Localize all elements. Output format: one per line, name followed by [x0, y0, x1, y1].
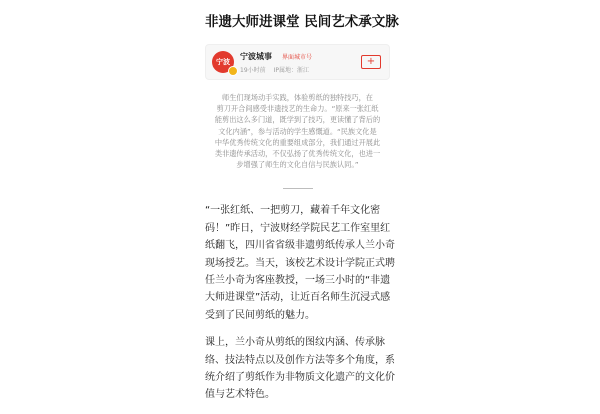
verified-badge-icon — [228, 66, 238, 76]
section-divider — [283, 188, 313, 189]
body-line: 大师进课堂”活动，让近百名师生沉浸式感 — [205, 292, 391, 304]
body-line: 课上，兰小奇从剪纸的图纹内涵、传承脉 — [205, 337, 385, 349]
article-title: 非遗大师进课堂 民间艺术承文脉 — [205, 14, 399, 30]
body-paragraph — [205, 334, 395, 404]
body-line: “一张红纸、一把剪刀，藏着千年文化密 — [205, 205, 381, 217]
lead-line: 师生们现场动手实践，体验剪纸的独特技巧，在 — [222, 93, 373, 102]
account-card[interactable] — [205, 44, 390, 80]
ip-location: IP属地：浙江 — [273, 67, 309, 74]
body-line: 统介绍了剪纸作为非物质文化遗产的文化价 — [205, 372, 395, 384]
body-line: 值与艺术特色。 — [205, 389, 275, 401]
lead-line: 中华优秀传统文化的重要组成部分，我们通过开展此 — [214, 137, 381, 147]
avatar[interactable]: 宁波 — [212, 51, 234, 73]
lead-line: 文化内涵”，参与活动的学生感慨道。“民族文化是 — [218, 126, 377, 136]
lead-line: 步增强了师生的文化自信与民族认同。” — [236, 160, 359, 170]
body-line: 现场授艺。当天，该校艺术设计学院正式聘 — [205, 257, 395, 269]
body-line: 任兰小奇为客座教授，一场三小时的“非遗 — [205, 275, 391, 287]
lead-line: 剪刀开合间感受非遗技艺的生命力。“原来一张红纸 — [216, 104, 379, 114]
account-meta — [240, 65, 315, 74]
account-tag: 界面城市号 — [282, 54, 313, 61]
follow-button[interactable]: + — [361, 55, 381, 69]
article-body — [205, 202, 395, 403]
body-paragraph — [205, 202, 395, 324]
lead-line: 类非遗传承活动，不仅弘扬了优秀传统文化，也进一 — [214, 149, 381, 159]
body-line: 络、技法特点以及创作方法等多个角度，系 — [205, 354, 395, 366]
article-column — [205, 0, 399, 414]
lead-line: 能剪出这么多门道，既学到了技巧，更读懂了背后的 — [214, 115, 381, 125]
account-name[interactable]: 宁波城事 — [240, 52, 272, 61]
body-line: 受到了民间剪纸的魅力。 — [205, 309, 315, 321]
lead-paragraph — [205, 92, 390, 170]
body-line: 纸翻飞，四川省省级非遗剪纸传承人兰小奇 — [205, 240, 395, 252]
body-line: 码！”昨日，宁波财经学院民艺工作室里红 — [205, 222, 391, 234]
publish-time: 19小时前 — [240, 67, 266, 74]
